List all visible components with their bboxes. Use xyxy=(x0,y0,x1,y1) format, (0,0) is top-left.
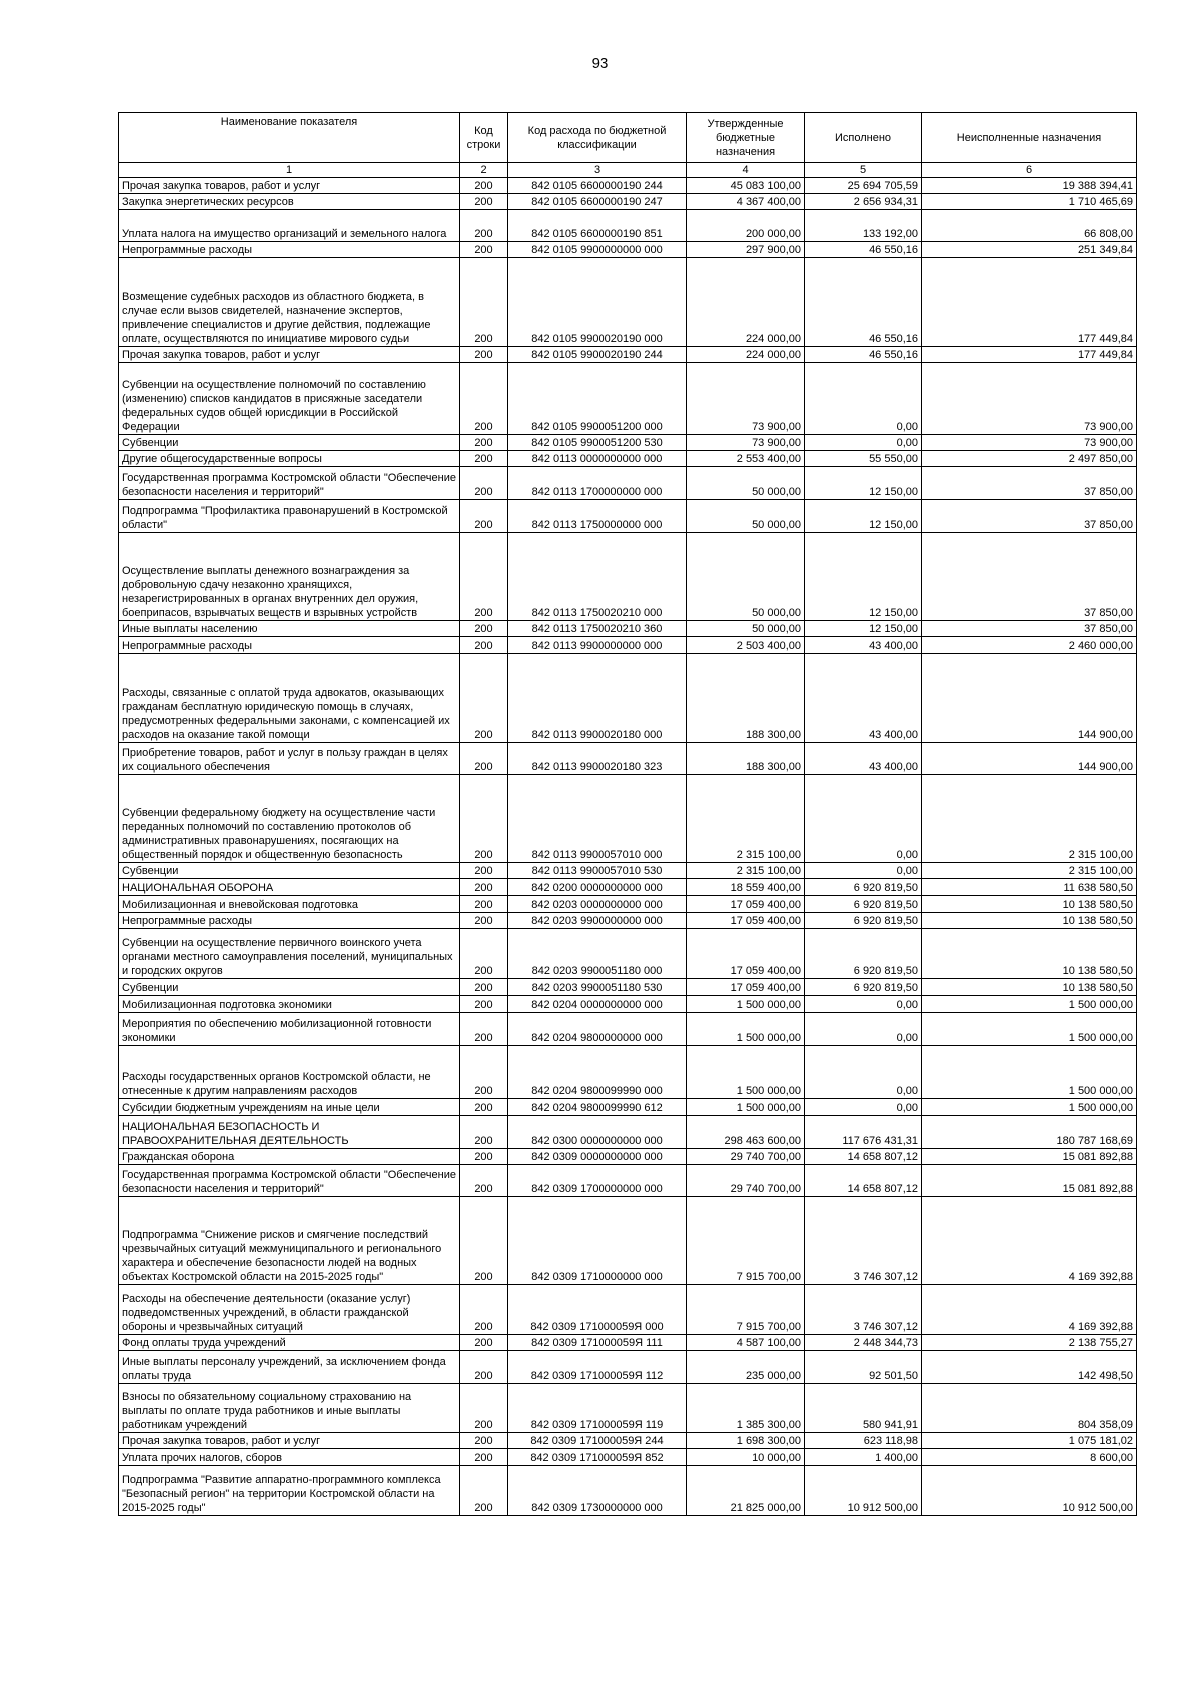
row-name: Расходы, связанные с оплатой труда адвокатов, оказывающих гражданам бесплатную юридическую помощь в случаях, предусмотренных федеральными законами, с компенсацией их расходов на оказание такой помощи xyxy=(119,654,460,743)
row-line-code: 200 xyxy=(460,451,508,467)
row-executed: 46 550,16 xyxy=(805,258,922,347)
row-unexecuted: 142 498,50 xyxy=(922,1351,1137,1384)
row-name: Государственная программа Костромской области "Обеспечение безопасности населения и территорий" xyxy=(119,467,460,500)
row-name: Непрограммные расходы xyxy=(119,637,460,654)
row-approved: 298 463 600,00 xyxy=(687,1116,805,1149)
row-budget-code: 842 0309 171000059Я 119 xyxy=(508,1384,687,1433)
row-budget-code: 842 0105 9900020190 000 xyxy=(508,258,687,347)
table-row xyxy=(119,1433,1137,1449)
row-executed: 580 941,91 xyxy=(805,1384,922,1433)
row-unexecuted: 10 912 500,00 xyxy=(922,1466,1137,1516)
row-unexecuted: 10 138 580,50 xyxy=(922,913,1137,929)
table-row xyxy=(119,347,1137,363)
row-line-code: 200 xyxy=(460,194,508,210)
table-row xyxy=(119,654,1137,743)
row-approved: 1 500 000,00 xyxy=(687,996,805,1013)
row-budget-code: 842 0105 6600000190 244 xyxy=(508,178,687,194)
row-budget-code: 842 0309 171000059Я 000 xyxy=(508,1285,687,1335)
row-executed: 0,00 xyxy=(805,435,922,451)
row-line-code: 200 xyxy=(460,979,508,996)
row-unexecuted: 2 497 850,00 xyxy=(922,451,1137,467)
row-line-code: 200 xyxy=(460,637,508,654)
row-name: Субвенции на осуществление полномочий по составлению (изменению) списков кандидатов в присяжные заседатели федеральных судов общей юрисдикции в Российской Федерации xyxy=(119,363,460,435)
row-line-code: 200 xyxy=(460,178,508,194)
row-name: Субвенции xyxy=(119,863,460,879)
row-name: Непрограммные расходы xyxy=(119,913,460,929)
row-budget-code: 842 0203 9900051180 000 xyxy=(508,929,687,979)
row-line-code: 200 xyxy=(460,258,508,347)
row-unexecuted: 804 358,09 xyxy=(922,1384,1137,1433)
row-approved: 297 900,00 xyxy=(687,242,805,258)
row-approved: 235 000,00 xyxy=(687,1351,805,1384)
row-name: Гражданская оборона xyxy=(119,1149,460,1165)
table-row xyxy=(119,194,1137,210)
row-executed: 6 920 819,50 xyxy=(805,879,922,896)
table-row xyxy=(119,435,1137,451)
table-row xyxy=(119,1013,1137,1046)
row-budget-code: 842 0309 1730000000 000 xyxy=(508,1466,687,1516)
row-approved: 50 000,00 xyxy=(687,467,805,500)
column-number: 6 xyxy=(922,163,1137,178)
row-line-code: 200 xyxy=(460,743,508,775)
table-row xyxy=(119,896,1137,913)
header-executed: Исполнено xyxy=(805,113,922,163)
table-row xyxy=(119,1165,1137,1197)
row-budget-code: 842 0203 9900051180 530 xyxy=(508,979,687,996)
row-executed: 0,00 xyxy=(805,996,922,1013)
row-unexecuted: 4 169 392,88 xyxy=(922,1197,1137,1285)
row-name: Приобретение товаров, работ и услуг в пользу граждан в целях их социального обеспечения xyxy=(119,743,460,775)
row-executed: 0,00 xyxy=(805,775,922,863)
row-name: Мобилизационная подготовка экономики xyxy=(119,996,460,1013)
row-line-code: 200 xyxy=(460,913,508,929)
row-unexecuted: 251 349,84 xyxy=(922,242,1137,258)
row-unexecuted: 1 075 181,02 xyxy=(922,1433,1137,1449)
row-approved: 50 000,00 xyxy=(687,621,805,637)
row-budget-code: 842 0200 0000000000 000 xyxy=(508,879,687,896)
row-line-code: 200 xyxy=(460,435,508,451)
table-row xyxy=(119,500,1137,533)
row-unexecuted: 1 500 000,00 xyxy=(922,1046,1137,1099)
row-unexecuted: 2 460 000,00 xyxy=(922,637,1137,654)
row-unexecuted: 144 900,00 xyxy=(922,743,1137,775)
row-executed: 3 746 307,12 xyxy=(805,1197,922,1285)
table-row xyxy=(119,258,1137,347)
row-name: Возмещение судебных расходов из областного бюджета, в случае если вызов свидетелей, назначение экспертов, привлечение специалистов и другие действия, подлежащие оплате, осуществляются по инициативе мирового судьи xyxy=(119,258,460,347)
row-approved: 1 698 300,00 xyxy=(687,1433,805,1449)
row-line-code: 200 xyxy=(460,210,508,242)
header-line-code: Код строки xyxy=(460,113,508,163)
row-executed: 46 550,16 xyxy=(805,347,922,363)
row-executed: 43 400,00 xyxy=(805,743,922,775)
row-executed: 2 448 344,73 xyxy=(805,1335,922,1351)
row-executed: 25 694 705,59 xyxy=(805,178,922,194)
row-line-code: 200 xyxy=(460,1466,508,1516)
row-unexecuted: 15 081 892,88 xyxy=(922,1165,1137,1197)
row-executed: 43 400,00 xyxy=(805,654,922,743)
row-line-code: 200 xyxy=(460,1335,508,1351)
row-unexecuted: 11 638 580,50 xyxy=(922,879,1137,896)
row-executed: 43 400,00 xyxy=(805,637,922,654)
row-budget-code: 842 0113 9900020180 323 xyxy=(508,743,687,775)
row-budget-code: 842 0309 1710000000 000 xyxy=(508,1197,687,1285)
row-approved: 45 083 100,00 xyxy=(687,178,805,194)
row-budget-code: 842 0204 9800099990 612 xyxy=(508,1099,687,1116)
row-line-code: 200 xyxy=(460,1433,508,1449)
row-line-code: 200 xyxy=(460,621,508,637)
row-budget-code: 842 0204 9800000000 000 xyxy=(508,1013,687,1046)
table-row xyxy=(119,1046,1137,1099)
row-name: Уплата прочих налогов, сборов xyxy=(119,1449,460,1466)
row-name: Мобилизационная и вневойсковая подготовка xyxy=(119,896,460,913)
row-budget-code: 842 0113 9900057010 530 xyxy=(508,863,687,879)
row-line-code: 200 xyxy=(460,467,508,500)
row-executed: 6 920 819,50 xyxy=(805,929,922,979)
row-approved: 10 000,00 xyxy=(687,1449,805,1466)
row-line-code: 200 xyxy=(460,775,508,863)
header-approved: Утвержденные бюджетные назначения xyxy=(687,113,805,163)
row-executed: 12 150,00 xyxy=(805,621,922,637)
row-budget-code: 842 0113 9900020180 000 xyxy=(508,654,687,743)
row-approved: 21 825 000,00 xyxy=(687,1466,805,1516)
row-budget-code: 842 0113 9900057010 000 xyxy=(508,775,687,863)
row-budget-code: 842 0113 1750020210 000 xyxy=(508,533,687,621)
table-row xyxy=(119,1149,1137,1165)
row-name: Прочая закупка товаров, работ и услуг xyxy=(119,1433,460,1449)
row-approved: 1 500 000,00 xyxy=(687,1046,805,1099)
row-unexecuted: 10 138 580,50 xyxy=(922,896,1137,913)
column-number: 3 xyxy=(508,163,687,178)
row-budget-code: 842 0300 0000000000 000 xyxy=(508,1116,687,1149)
row-executed: 6 920 819,50 xyxy=(805,913,922,929)
table-row xyxy=(119,242,1137,258)
row-name: Закупка энергетических ресурсов xyxy=(119,194,460,210)
row-name: Государственная программа Костромской области "Обеспечение безопасности населения и территорий" xyxy=(119,1165,460,1197)
row-name: Субсидии бюджетным учреждениям на иные цели xyxy=(119,1099,460,1116)
row-line-code: 200 xyxy=(460,654,508,743)
table-row xyxy=(119,1285,1137,1335)
row-unexecuted: 177 449,84 xyxy=(922,258,1137,347)
row-line-code: 200 xyxy=(460,1149,508,1165)
row-name: Осуществление выплаты денежного вознаграждения за добровольную сдачу незаконно хранящихся, незарегистрированных в органах внутренних дел оружия, боеприпасов, взрывчатых веществ и взрывных устройств xyxy=(119,533,460,621)
row-approved: 17 059 400,00 xyxy=(687,913,805,929)
row-unexecuted: 144 900,00 xyxy=(922,654,1137,743)
row-executed: 0,00 xyxy=(805,863,922,879)
row-unexecuted: 1 500 000,00 xyxy=(922,1013,1137,1046)
column-number: 4 xyxy=(687,163,805,178)
row-executed: 0,00 xyxy=(805,1099,922,1116)
row-executed: 2 656 934,31 xyxy=(805,194,922,210)
table-row xyxy=(119,637,1137,654)
row-name: Субвенции на осуществление первичного воинского учета органами местного самоуправления поселений, муниципальных и городских округов xyxy=(119,929,460,979)
page-number: 93 xyxy=(591,55,609,72)
row-unexecuted: 10 138 580,50 xyxy=(922,979,1137,996)
row-executed: 10 912 500,00 xyxy=(805,1466,922,1516)
row-executed: 55 550,00 xyxy=(805,451,922,467)
row-unexecuted: 180 787 168,69 xyxy=(922,1116,1137,1149)
column-number: 2 xyxy=(460,163,508,178)
row-executed: 0,00 xyxy=(805,1046,922,1099)
row-line-code: 200 xyxy=(460,1165,508,1197)
row-executed: 1 400,00 xyxy=(805,1449,922,1466)
column-number: 1 xyxy=(119,163,460,178)
row-approved: 1 500 000,00 xyxy=(687,1013,805,1046)
table-row xyxy=(119,210,1137,242)
table-row xyxy=(119,1466,1137,1516)
row-approved: 50 000,00 xyxy=(687,533,805,621)
row-line-code: 200 xyxy=(460,1116,508,1149)
table-body xyxy=(119,178,1137,1516)
row-approved: 188 300,00 xyxy=(687,654,805,743)
row-budget-code: 842 0105 9900020190 244 xyxy=(508,347,687,363)
row-name: Субвенции xyxy=(119,979,460,996)
row-budget-code: 842 0204 9800099990 000 xyxy=(508,1046,687,1099)
row-name: Другие общегосударственные вопросы xyxy=(119,451,460,467)
table-header-row xyxy=(119,113,1137,163)
table-row xyxy=(119,467,1137,500)
table-row xyxy=(119,1099,1137,1116)
row-budget-code: 842 0105 9900051200 000 xyxy=(508,363,687,435)
table-row xyxy=(119,863,1137,879)
row-approved: 7 915 700,00 xyxy=(687,1285,805,1335)
table-row xyxy=(119,1197,1137,1285)
row-unexecuted: 8 600,00 xyxy=(922,1449,1137,1466)
row-approved: 2 315 100,00 xyxy=(687,775,805,863)
row-budget-code: 842 0309 171000059Я 852 xyxy=(508,1449,687,1466)
row-unexecuted: 177 449,84 xyxy=(922,347,1137,363)
row-approved: 224 000,00 xyxy=(687,258,805,347)
row-budget-code: 842 0113 9900000000 000 xyxy=(508,637,687,654)
row-unexecuted: 1 500 000,00 xyxy=(922,996,1137,1013)
row-budget-code: 842 0113 1700000000 000 xyxy=(508,467,687,500)
row-name: Прочая закупка товаров, работ и услуг xyxy=(119,347,460,363)
row-approved: 4 367 400,00 xyxy=(687,194,805,210)
row-budget-code: 842 0309 1700000000 000 xyxy=(508,1165,687,1197)
row-line-code: 200 xyxy=(460,1351,508,1384)
header-name: Наименование показателя xyxy=(119,113,460,163)
row-budget-code: 842 0105 6600000190 247 xyxy=(508,194,687,210)
budget-report-sheet xyxy=(118,112,1136,1516)
row-budget-code: 842 0203 9900000000 000 xyxy=(508,913,687,929)
row-approved: 17 059 400,00 xyxy=(687,896,805,913)
row-name: Мероприятия по обеспечению мобилизационной готовности экономики xyxy=(119,1013,460,1046)
row-line-code: 200 xyxy=(460,363,508,435)
table-row xyxy=(119,1449,1137,1466)
table-row xyxy=(119,1116,1137,1149)
row-unexecuted: 66 808,00 xyxy=(922,210,1137,242)
row-budget-code: 842 0309 0000000000 000 xyxy=(508,1149,687,1165)
table-row xyxy=(119,1335,1137,1351)
row-unexecuted: 2 138 755,27 xyxy=(922,1335,1137,1351)
row-budget-code: 842 0113 1750020210 360 xyxy=(508,621,687,637)
row-budget-code: 842 0105 9900000000 000 xyxy=(508,242,687,258)
row-executed: 12 150,00 xyxy=(805,467,922,500)
row-approved: 29 740 700,00 xyxy=(687,1149,805,1165)
row-budget-code: 842 0309 171000059Я 112 xyxy=(508,1351,687,1384)
table-row xyxy=(119,451,1137,467)
row-line-code: 200 xyxy=(460,242,508,258)
row-name: Подпрограмма "Снижение рисков и смягчение последствий чрезвычайных ситуаций межмуниципального и регионального характера и обеспечение безопасности людей на водных объектах Костромской области на 2015-2025 годы" xyxy=(119,1197,460,1285)
row-name: Непрограммные расходы xyxy=(119,242,460,258)
table-row xyxy=(119,996,1137,1013)
row-approved: 2 503 400,00 xyxy=(687,637,805,654)
budget-execution-table xyxy=(118,112,1137,1516)
table-row xyxy=(119,979,1137,996)
table-row xyxy=(119,929,1137,979)
row-approved: 18 559 400,00 xyxy=(687,879,805,896)
table-row xyxy=(119,178,1137,194)
table-row xyxy=(119,743,1137,775)
row-line-code: 200 xyxy=(460,1013,508,1046)
table-row xyxy=(119,913,1137,929)
row-executed: 92 501,50 xyxy=(805,1351,922,1384)
row-executed: 6 920 819,50 xyxy=(805,896,922,913)
row-budget-code: 842 0309 171000059Я 244 xyxy=(508,1433,687,1449)
row-executed: 14 658 807,12 xyxy=(805,1165,922,1197)
row-line-code: 200 xyxy=(460,996,508,1013)
row-executed: 14 658 807,12 xyxy=(805,1149,922,1165)
row-budget-code: 842 0105 6600000190 851 xyxy=(508,210,687,242)
row-executed: 12 150,00 xyxy=(805,500,922,533)
row-approved: 4 587 100,00 xyxy=(687,1335,805,1351)
row-name: Взносы по обязательному социальному страхованию на выплаты по оплате труда работников и иные выплаты работникам учреждений xyxy=(119,1384,460,1433)
row-executed: 0,00 xyxy=(805,363,922,435)
table-row xyxy=(119,775,1137,863)
table-row xyxy=(119,1384,1137,1433)
row-name: Субвенции xyxy=(119,435,460,451)
row-line-code: 200 xyxy=(460,1197,508,1285)
row-approved: 7 915 700,00 xyxy=(687,1197,805,1285)
row-approved: 73 900,00 xyxy=(687,363,805,435)
row-approved: 2 553 400,00 xyxy=(687,451,805,467)
table-row xyxy=(119,621,1137,637)
row-unexecuted: 10 138 580,50 xyxy=(922,929,1137,979)
table-row xyxy=(119,879,1137,896)
row-name: Подпрограмма "Профилактика правонарушений в Костромской области" xyxy=(119,500,460,533)
row-approved: 50 000,00 xyxy=(687,500,805,533)
row-name: НАЦИОНАЛЬНАЯ ОБОРОНА xyxy=(119,879,460,896)
row-unexecuted: 2 315 100,00 xyxy=(922,863,1137,879)
row-line-code: 200 xyxy=(460,879,508,896)
row-executed: 6 920 819,50 xyxy=(805,979,922,996)
row-unexecuted: 73 900,00 xyxy=(922,363,1137,435)
row-name: Подпрограмма "Развитие аппаратно-программного комплекса "Безопасный регион" на территории Костромской области на 2015-2025 годы" xyxy=(119,1466,460,1516)
row-name: НАЦИОНАЛЬНАЯ БЕЗОПАСНОСТЬ И ПРАВООХРАНИТЕЛЬНАЯ ДЕЯТЕЛЬНОСТЬ xyxy=(119,1116,460,1149)
row-name: Субвенции федеральному бюджету на осуществление части переданных полномочий по составлению протоколов об административных правонарушениях, посягающих на общественный порядок и общественную безопасность xyxy=(119,775,460,863)
row-name: Иные выплаты населению xyxy=(119,621,460,637)
column-number-row xyxy=(119,163,1137,178)
row-approved: 1 500 000,00 xyxy=(687,1099,805,1116)
row-budget-code: 842 0105 9900051200 530 xyxy=(508,435,687,451)
row-line-code: 200 xyxy=(460,500,508,533)
row-line-code: 200 xyxy=(460,1285,508,1335)
row-approved: 224 000,00 xyxy=(687,347,805,363)
header-budget-code: Код расхода по бюджетной классификации xyxy=(508,113,687,163)
row-name: Расходы государственных органов Костромской области, не отнесенные к другим направлениям расходов xyxy=(119,1046,460,1099)
row-executed: 133 192,00 xyxy=(805,210,922,242)
table-row xyxy=(119,1351,1137,1384)
row-executed: 12 150,00 xyxy=(805,533,922,621)
header-unexecuted: Неисполненные назначения xyxy=(922,113,1137,163)
row-line-code: 200 xyxy=(460,1099,508,1116)
row-budget-code: 842 0309 171000059Я 111 xyxy=(508,1335,687,1351)
row-name: Прочая закупка товаров, работ и услуг xyxy=(119,178,460,194)
row-executed: 46 550,16 xyxy=(805,242,922,258)
column-number: 5 xyxy=(805,163,922,178)
row-approved: 200 000,00 xyxy=(687,210,805,242)
row-approved: 17 059 400,00 xyxy=(687,929,805,979)
row-executed: 3 746 307,12 xyxy=(805,1285,922,1335)
row-line-code: 200 xyxy=(460,1384,508,1433)
row-unexecuted: 2 315 100,00 xyxy=(922,775,1137,863)
row-executed: 0,00 xyxy=(805,1013,922,1046)
row-unexecuted: 1 710 465,69 xyxy=(922,194,1137,210)
row-line-code: 200 xyxy=(460,929,508,979)
row-executed: 117 676 431,31 xyxy=(805,1116,922,1149)
row-budget-code: 842 0113 1750000000 000 xyxy=(508,500,687,533)
row-unexecuted: 37 850,00 xyxy=(922,500,1137,533)
row-line-code: 200 xyxy=(460,896,508,913)
row-line-code: 200 xyxy=(460,347,508,363)
row-line-code: 200 xyxy=(460,1449,508,1466)
row-budget-code: 842 0203 0000000000 000 xyxy=(508,896,687,913)
row-budget-code: 842 0113 0000000000 000 xyxy=(508,451,687,467)
row-name: Уплата налога на имущество организаций и земельного налога xyxy=(119,210,460,242)
row-name: Иные выплаты персоналу учреждений, за исключением фонда оплаты труда xyxy=(119,1351,460,1384)
table-row xyxy=(119,533,1137,621)
row-approved: 1 385 300,00 xyxy=(687,1384,805,1433)
row-unexecuted: 4 169 392,88 xyxy=(922,1285,1137,1335)
row-approved: 2 315 100,00 xyxy=(687,863,805,879)
row-approved: 188 300,00 xyxy=(687,743,805,775)
row-line-code: 200 xyxy=(460,863,508,879)
row-unexecuted: 37 850,00 xyxy=(922,621,1137,637)
row-line-code: 200 xyxy=(460,533,508,621)
row-unexecuted: 19 388 394,41 xyxy=(922,178,1137,194)
row-unexecuted: 73 900,00 xyxy=(922,435,1137,451)
row-unexecuted: 15 081 892,88 xyxy=(922,1149,1137,1165)
row-line-code: 200 xyxy=(460,1046,508,1099)
row-unexecuted: 37 850,00 xyxy=(922,467,1137,500)
row-executed: 623 118,98 xyxy=(805,1433,922,1449)
row-approved: 29 740 700,00 xyxy=(687,1165,805,1197)
row-unexecuted: 1 500 000,00 xyxy=(922,1099,1137,1116)
row-approved: 17 059 400,00 xyxy=(687,979,805,996)
row-unexecuted: 37 850,00 xyxy=(922,533,1137,621)
table-row xyxy=(119,363,1137,435)
row-name: Фонд оплаты труда учреждений xyxy=(119,1335,460,1351)
row-name: Расходы на обеспечение деятельности (оказание услуг) подведомственных учреждений, в области гражданской обороны и чрезвычайных ситуаций xyxy=(119,1285,460,1335)
row-approved: 73 900,00 xyxy=(687,435,805,451)
row-budget-code: 842 0204 0000000000 000 xyxy=(508,996,687,1013)
